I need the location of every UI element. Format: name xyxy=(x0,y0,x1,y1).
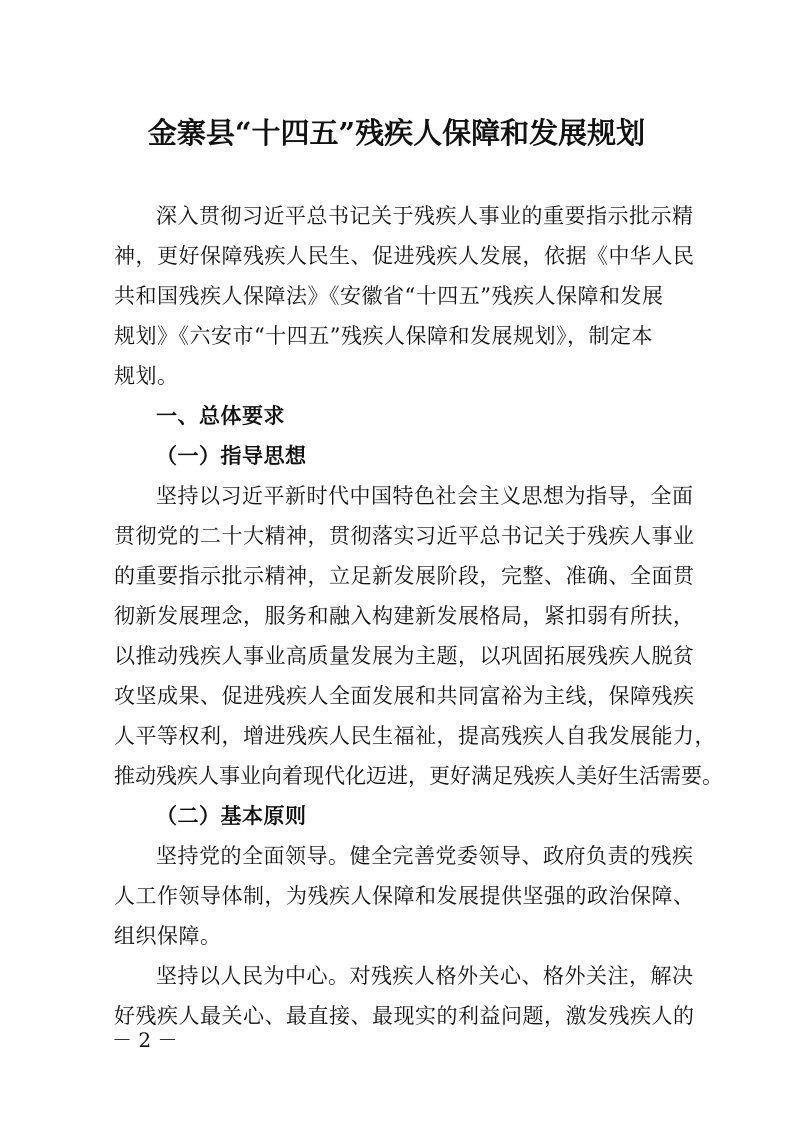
principle-2-line-1: 坚持以人民为中心。对残疾人格外关心、格外关注，解决 xyxy=(156,964,694,988)
intro-line-2: 神，更好保障残疾人民生、促进残疾人发展，依据《中华人民 xyxy=(114,244,695,268)
principle-1-line-3: 组织保障。 xyxy=(114,924,222,948)
principle-1-line-1: 坚持党的全面领导。健全完善党委领导、政府负责的残疾 xyxy=(156,844,694,868)
guiding-thought-line-7: 人平等权利，增进残疾人民生福祉，提高残疾人自我发展能力， xyxy=(114,724,716,748)
guiding-thought-line-2: 贯彻党的二十大精神，贯彻落实习近平总书记关于残疾人事业 xyxy=(114,524,695,548)
guiding-thought-line-8: 推动残疾人事业向着现代化迈进，更好满足残疾人美好生活需要。 xyxy=(114,764,723,788)
principle-2-line-2: 好残疾人最关心、最直接、最现实的利益问题，激发残疾人的 xyxy=(114,1004,695,1028)
section-heading-general-requirements: 一、总体要求 xyxy=(156,403,285,428)
document-title: 金寨县“十四五”残疾人保障和发展规划 xyxy=(147,116,646,150)
guiding-thought-line-1: 坚持以习近平新时代中国特色社会主义思想为指导，全面 xyxy=(156,484,694,508)
guiding-thought-line-3: 的重要指示批示精神，立足新发展阶段，完整、准确、全面贯 xyxy=(114,564,695,588)
guiding-thought-line-6: 攻坚成果、促进残疾人全面发展和共同富裕为主线，保障残疾 xyxy=(114,684,695,708)
guiding-thought-line-4: 彻新发展理念，服务和融入构建新发展格局，紧扣弱有所扶， xyxy=(114,604,695,628)
intro-line-5: 规划。 xyxy=(114,364,179,388)
intro-line-4: 规划》《六安市“十四五”残疾人保障和发展规划》，制定本 xyxy=(114,324,653,348)
guiding-thought-line-5: 以推动残疾人事业高质量发展为主题，以巩固拓展残疾人脱贫 xyxy=(114,644,695,668)
subsection-heading-basic-principles: （二）基本原则 xyxy=(156,803,307,828)
subsection-heading-guiding-thought: （一）指导思想 xyxy=(156,443,307,468)
principle-1-line-2: 人工作领导体制，为残疾人保障和发展提供坚强的政治保障、 xyxy=(114,884,695,908)
intro-line-1: 深入贯彻习近平总书记关于残疾人事业的重要指示批示精 xyxy=(156,204,694,228)
page-number: － 2 － xyxy=(112,1028,178,1052)
intro-line-3: 共和国残疾人保障法》《安徽省“十四五”残疾人保障和发展 xyxy=(114,284,664,308)
